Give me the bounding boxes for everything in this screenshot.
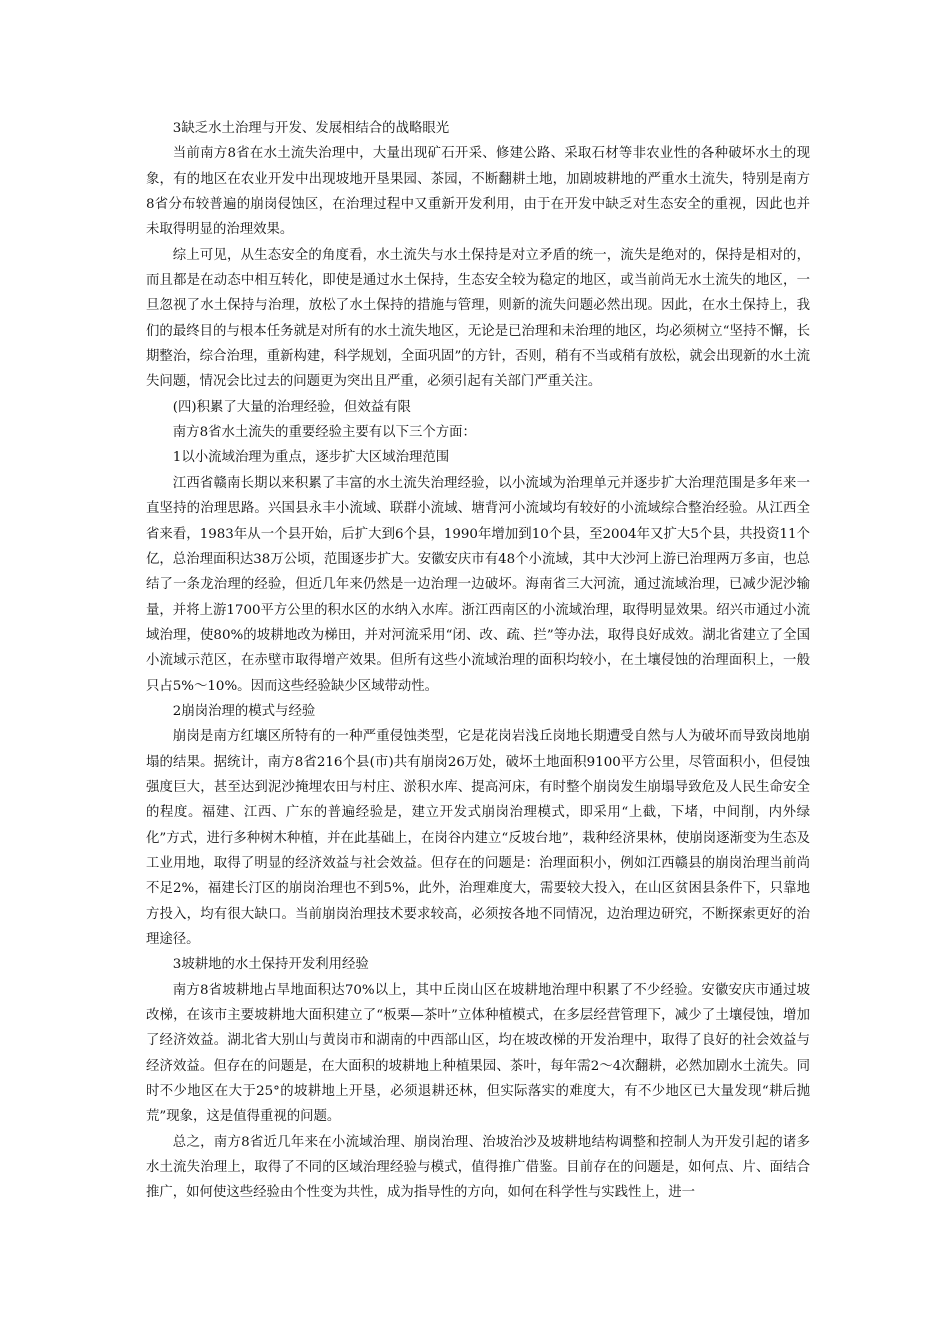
- paragraph-small-watershed: 江西省赣南长期以来积累了丰富的水土流失治理经验，以小流域为治理单元并逐步扩大治理范围是多年来一直坚持的治理思路。兴国县永丰小流域、联群小流域、塘背河小流域均有较好的小流域综合整治经验。从江西全省来看，1983年从一个县开始，后扩大到6个县，1990年增加到10个县，至2004年又扩大5个县，共投资11个亿，总治理面积达38万公顷，范围逐步扩大。安徽安庆市有48个小流域，其中大沙河上游已治理两万多亩，也总结了一条龙治理的经验，但近几年来仍然是一边治理一边破坏。海南省三大河流，通过流域治理，已减少泥沙输量，并将上游1700平方公里的积水区的水纳入水库。浙江西南区的小流域治理，取得明显效果。绍兴市通过小流域治理，使80%的坡耕地改为梯田，并对河流采用“闭、改、疏、拦”等办法，取得良好成效。湖北省建立了全国小流域示范区，在赤壁市取得增产效果。但所有这些小流域治理的面积均较小，在土壤侵蚀的治理面积上，一般只占5%～10%。因而这些经验缺少区域带动性。: [146, 475, 810, 694]
- subheading-benggang: 2崩岗治理的模式与经验: [172, 703, 316, 719]
- paragraph-conclusion: 总之，南方8省近几年来在小流域治理、崩岗治理、治坡治沙及坡耕地结构调整和控制人为开发引起的诸多水土流失治理上，取得了不同的区域治理经验与模式，值得推广借鉴。目前存在的问题是，如何点、片、面结合推广，如何使这些经验由个性变为共性，成为指导性的方向，如何在科学性与实践性上，进一: [146, 1134, 810, 1201]
- subheading-small-watershed: 1以小流域治理为重点，逐步扩大区域治理范围: [172, 450, 450, 466]
- paragraph-mining-damage: 当前南方8省在水土流失治理中，大量出现矿石开采、修建公路、采取石材等非农业性的各种破坏水土的现象，有的地区在农业开发中出现坡地开垦果园、茶园，不断翻耕土地，加剧坡耕地的严重水土流失，特别是南方8省分布较普遍的崩岗侵蚀区，在治理过程中又重新开发利用，由于在开发中缺乏对生态安全的重视，因此也并未取得明显的治理效果。: [146, 146, 810, 238]
- subheading-slope-farmland: 3坡耕地的水土保持开发利用经验: [172, 957, 369, 973]
- paragraph-slope-farmland: 南方8省坡耕地占旱地面积达70%以上，其中丘岗山区在坡耕地治理中积累了不少经验。安徽安庆市通过坡改梯，在该市主要坡耕地大面积建立了“板栗—茶叶”立体种植模式，在多层经营管理下，减少了土壤侵蚀，增加了经济效益。湖北省大别山与黄岗市和湖南的中西部山区，均在坡改梯的开发治理中，取得了良好的社会效益与经济效益。但存在的问题是，在大面积的坡耕地上种植果园、茶叶，每年需2～4次翻耕，必然加剧水土流失。同时不少地区在大于25°的坡耕地上开垦，必须退耕还林，但实际落实的难度大，有不少地区已大量发现“耕后抛荒”现象，这是值得重视的问题。: [146, 982, 810, 1125]
- paragraph-summary-ecology: 综上可见，从生态安全的角度看，水土流失与水土保持是对立矛盾的统一，流失是绝对的，保持是相对的，而且都是在动态中相互转化，即使是通过水土保持，生态安全较为稳定的地区，或当前尚无水土流失的地区，一旦忽视了水土保持与治理，放松了水土保持的措施与管理，则新的流失问题必然出现。因此，在水土保持上，我们的最终目的与根本任务就是对所有的水土流失地区，无论是已治理和未治理的地区，均必须树立“坚持不懈，长期整治，综合治理，重新构建，科学规划，全面巩固”的方针，否则，稍有不当或稍有放松，就会出现新的水土流失问题，情况会比过去的问题更为突出且严重，必须引起有关部门严重关注。: [146, 247, 810, 390]
- section-heading-experience: (四)积累了大量的治理经验，但效益有限: [172, 399, 411, 415]
- paragraph-benggang: 崩岗是南方红壤区所特有的一种严重侵蚀类型，它是花岗岩浅丘岗地长期遭受自然与人为破坏而导致岗地崩塌的结果。据统计，南方8省216个县(市)共有崩岗26万处，破坏土地面积9100平方公里，尽管面积小，但侵蚀强度巨大，甚至达到泥沙掩埋农田与村庄、淤积水库、提高河床，有时整个崩岗发生崩塌导致危及人民生命安全的程度。福建、江西、广东的普遍经验是，建立开发式崩岗治理模式，即采用“上截，下堵，中间削，内外绿化”方式，进行多种树木种植，并在此基础上，在岗谷内建立“反坡台地”，栽种经济果林，使崩岗逐渐变为生态及工业用地，取得了明显的经济效益与社会效益。但存在的问题是：治理面积小，例如江西赣县的崩岗治理当前尚不足2%，福建长汀区的崩岗治理也不到5%，此外，治理难度大，需要较大投入，在山区贫困县条件下，只靠地方投入，均有很大缺口。当前崩岗治理技术要求较高，必须按各地不同情况，边治理边研究，不断探索更好的治理途径。: [146, 729, 810, 947]
- paragraph-intro-three-aspects: 南方8省水土流失的重要经验主要有以下三个方面：: [172, 425, 476, 441]
- section-heading-strategy: 3缺乏水土治理与开发、发展相结合的战略眼光: [172, 121, 450, 136]
- document-body: [146, 116, 810, 1206]
